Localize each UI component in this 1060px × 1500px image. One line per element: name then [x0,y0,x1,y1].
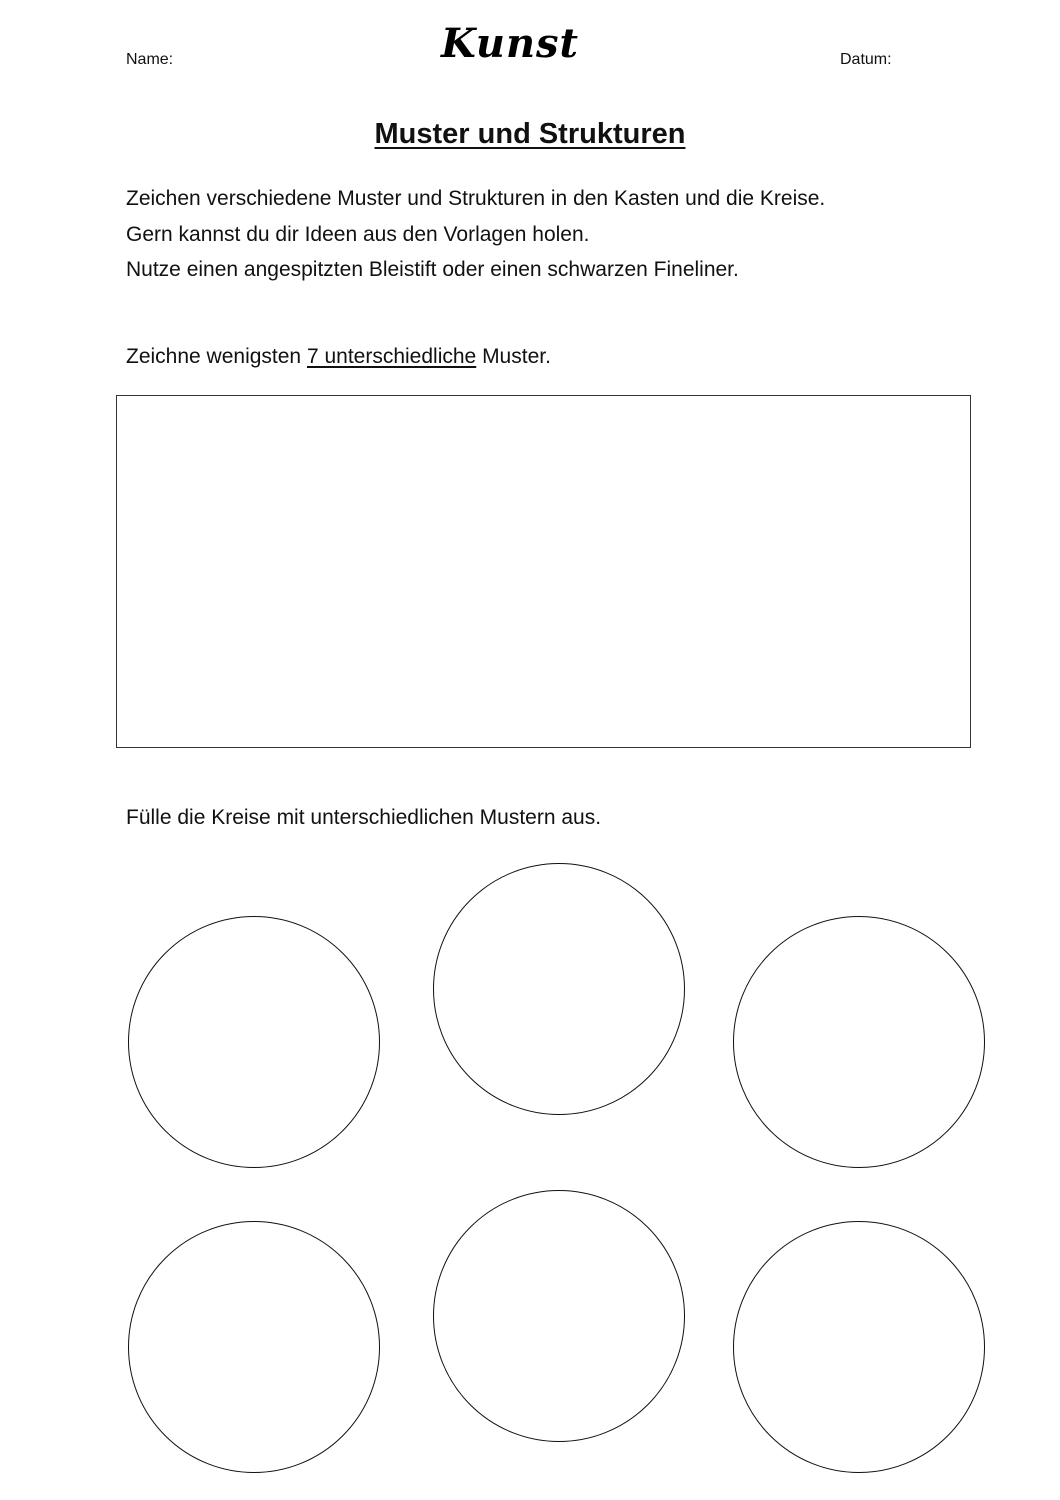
pattern-circle-4[interactable] [128,1221,380,1473]
pattern-task [126,345,551,369]
page-title-text: Muster und Strukturen [374,118,686,150]
pattern-task-emphasis: 7 unterschiedliche [306,345,477,368]
pattern-task-suffix: Muster. [476,345,551,368]
circles-prompt: Fülle die Kreise mit unterschiedlichen Mustern aus. [126,806,602,829]
pattern-circle-6[interactable] [733,1221,985,1473]
pattern-circle-3[interactable] [733,916,985,1168]
instruction-line-2: Gern kannst du dir Ideen aus den Vorlagen holen. [126,223,590,246]
date-label: Datum: [840,51,892,68]
pattern-circle-5[interactable] [433,1190,685,1442]
pattern-task-prefix: Zeichne wenigsten [126,345,307,368]
pattern-circle-2[interactable] [433,863,685,1115]
name-label: Name: [126,51,174,68]
instruction-line-1: Zeichen verschiedene Muster und Strukturen in den Kasten und die Kreise. [126,187,826,210]
pattern-drawing-box[interactable] [116,395,971,748]
instruction-line-3: Nutze einen angespitzten Bleistift oder einen schwarzen Fineliner. [126,258,739,281]
page-title [0,118,1060,151]
pattern-circle-1[interactable] [128,916,380,1168]
subject-heading: Kunst [440,20,580,67]
